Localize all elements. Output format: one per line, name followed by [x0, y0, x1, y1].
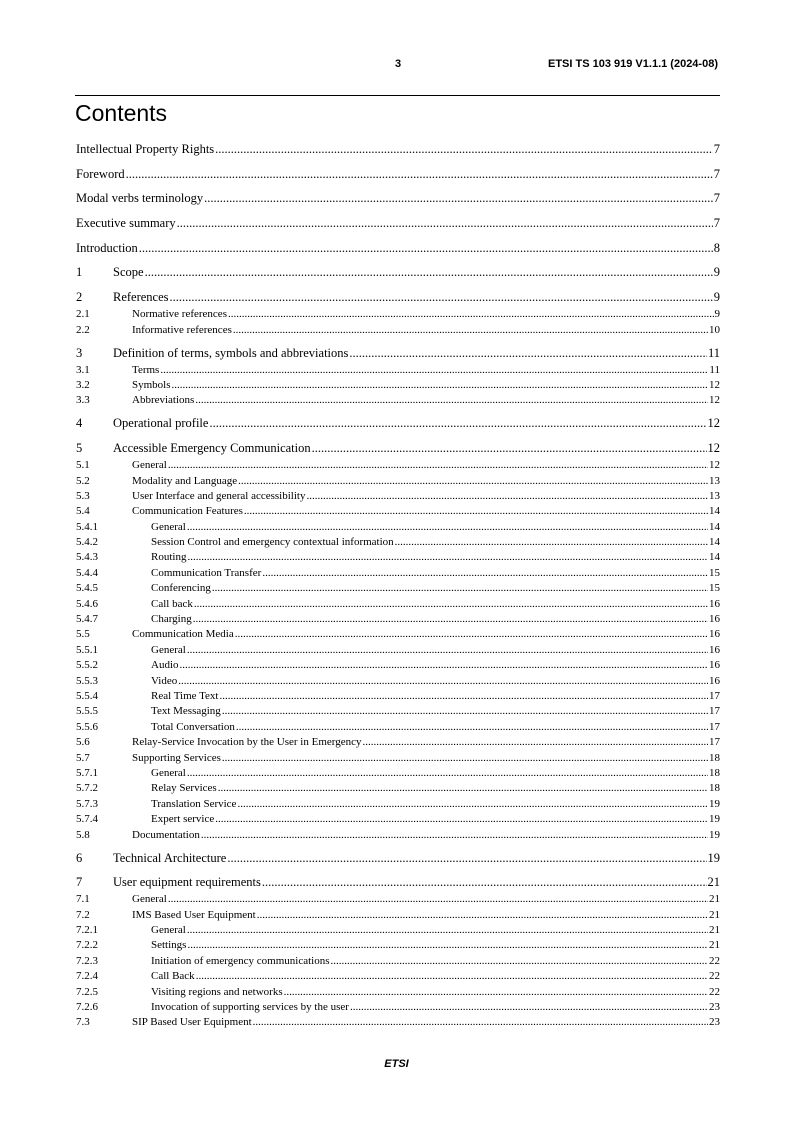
toc-entry-page: 23 [709, 1016, 720, 1029]
toc-entry-number: 5.8 [76, 828, 90, 841]
toc-entry[interactable] [76, 582, 720, 597]
toc-entry-label: User equipment requirements [113, 875, 261, 890]
toc-entry[interactable] [76, 441, 720, 459]
toc-entry-number: 5.4.5 [76, 582, 98, 595]
toc-entry-number: 2 [76, 290, 83, 305]
toc-dot-leader [187, 939, 708, 951]
toc-entry-label: General [151, 520, 186, 533]
toc-entry-page: 9 [713, 290, 720, 305]
toc-entry-label: SIP Based User Equipment [132, 1016, 252, 1029]
toc-entry-number: 7.2 [76, 908, 90, 921]
toc-entry[interactable] [76, 308, 720, 323]
toc-dot-leader [187, 551, 708, 563]
toc-entry-number: 2.1 [76, 308, 90, 321]
toc-entry-number: 5.7.2 [76, 782, 98, 795]
toc-entry-page: 17 [709, 690, 720, 702]
toc-dot-leader [227, 851, 706, 866]
toc-dot-leader [331, 955, 709, 967]
toc-entry-label: Real Time Text [151, 690, 219, 702]
toc-dot-leader [201, 829, 708, 841]
toc-entry-page: 18 [709, 782, 720, 795]
toc-entry-number: 5.4.3 [76, 551, 98, 564]
toc-entry-label: General [132, 459, 167, 472]
toc-entry-number: 5.4.7 [76, 613, 98, 626]
toc-entry-page: 22 [709, 954, 720, 967]
toc-dot-leader [187, 644, 708, 656]
toc-dot-leader [126, 167, 713, 182]
toc-entry-page: 15 [709, 566, 720, 579]
toc-entry-number: 5.7 [76, 751, 90, 764]
toc-entry-page: 9 [713, 265, 720, 280]
toc-entry-label: Modal verbs terminology [76, 191, 204, 206]
toc-dot-leader [193, 613, 708, 625]
toc-entry-number: 5.4 [76, 505, 90, 518]
toc-entry-page: 12 [707, 416, 720, 431]
toc-entry[interactable] [76, 505, 720, 520]
toc-entry-label: Communication Media [132, 628, 234, 641]
toc-entry[interactable] [76, 1016, 720, 1031]
toc-entry-number: 5.7.4 [76, 813, 98, 826]
toc-dot-leader [262, 567, 708, 579]
toc-entry-label: Documentation [132, 828, 200, 841]
toc-entry-label: Relay Services [151, 782, 217, 795]
toc-entry-label: Visiting regions and networks [151, 985, 283, 998]
toc-entry-page: 16 [709, 597, 720, 610]
toc-entry[interactable] [76, 598, 720, 613]
toc-entry-number: 7.2.2 [76, 939, 98, 952]
toc-entry[interactable] [76, 644, 720, 659]
toc-entry-number: 5.5 [76, 628, 90, 641]
toc-entry[interactable] [76, 909, 720, 924]
toc-entry-page: 7 [713, 216, 720, 231]
toc-entry[interactable] [76, 939, 720, 954]
toc-entry[interactable] [76, 490, 720, 505]
toc-entry[interactable] [76, 290, 720, 308]
toc-entry-number: 7.2.6 [76, 1001, 98, 1014]
toc-entry-page: 19 [709, 828, 720, 841]
toc-entry-number: 5.5.1 [76, 643, 98, 656]
toc-entry[interactable] [76, 142, 720, 160]
toc-dot-leader [244, 505, 708, 517]
toc-entry-label: Initiation of emergency communications [151, 954, 330, 967]
toc-dot-leader [180, 659, 709, 671]
toc-entry-page: 21 [709, 939, 720, 952]
toc-dot-leader [139, 241, 713, 256]
toc-dot-leader [349, 346, 707, 361]
toc-entry-page: 9 [714, 308, 720, 321]
toc-entry-label: Settings [151, 939, 187, 952]
toc-entry-number: 7.1 [76, 893, 90, 906]
toc-entry-label: References [113, 290, 169, 305]
toc-dot-leader [172, 379, 708, 391]
toc-dot-leader [212, 582, 708, 594]
toc-entry[interactable] [76, 364, 720, 379]
toc-entry-number: 4 [76, 416, 83, 431]
toc-dot-leader [235, 628, 708, 640]
toc-entry[interactable] [76, 521, 720, 536]
toc-entry-label: Audio [151, 659, 179, 672]
toc-entry[interactable] [76, 851, 720, 869]
toc-dot-leader [195, 394, 708, 406]
toc-entry-label: Communication Transfer [151, 566, 262, 579]
toc-entry[interactable] [76, 736, 720, 751]
toc-entry-label: Abbreviations [132, 394, 195, 407]
toc-entry-label: Modality and Language [132, 474, 238, 487]
toc-entry[interactable] [76, 721, 720, 736]
page-title: Contents [75, 100, 168, 126]
toc-dot-leader [215, 813, 708, 825]
toc-entry[interactable] [76, 970, 720, 985]
toc-entry-label: User Interface and general accessibility [132, 489, 306, 502]
toc-entry-page: 8 [713, 240, 720, 255]
toc-entry[interactable] [76, 567, 720, 582]
toc-entry[interactable] [76, 379, 720, 394]
toc-entry-number: 6 [76, 850, 83, 865]
toc-entry-label: General [151, 766, 186, 779]
toc-entry-label: Introduction [76, 240, 138, 255]
toc-dot-leader [233, 324, 708, 336]
toc-entry-page: 12 [709, 394, 720, 407]
toc-entry-number: 5 [76, 441, 83, 456]
toc-entry-page: 21 [709, 893, 720, 906]
toc-dot-leader [312, 441, 707, 456]
toc-entry-page: 22 [709, 985, 720, 998]
toc-entry-label: Intellectual Property Rights [76, 142, 215, 156]
toc-entry-number: 5.5.2 [76, 659, 98, 672]
footer-publisher: ETSI [384, 1058, 409, 1070]
toc-entry[interactable] [76, 690, 720, 705]
toc-entry-page: 7 [713, 142, 720, 156]
toc-entry-number: 5.7.3 [76, 797, 98, 810]
toc-entry-number: 7.2.5 [76, 985, 98, 998]
toc-entry-page: 19 [709, 813, 720, 826]
toc-dot-leader [168, 459, 708, 471]
toc-entry-label: Invocation of supporting services by the user [151, 1001, 349, 1014]
toc-entry-page: 10 [709, 323, 720, 336]
toc-dot-leader [145, 265, 713, 280]
toc-entry-label: General [151, 924, 186, 937]
toc-entry-number: 1 [76, 265, 83, 280]
toc-entry[interactable] [76, 798, 720, 813]
toc-entry-number: 5.4.4 [76, 566, 98, 579]
toc-dot-leader [177, 216, 713, 231]
toc-entry[interactable] [76, 813, 720, 828]
toc-entry[interactable] [76, 1001, 720, 1016]
toc-entry[interactable] [76, 416, 720, 434]
toc-entry[interactable] [76, 893, 720, 908]
toc-dot-leader [168, 893, 708, 905]
toc-dot-leader [219, 690, 708, 702]
toc-entry-label: Translation Service [151, 797, 237, 810]
toc-entry-page: 16 [709, 659, 720, 672]
toc-entry-label: Accessible Emergency Communication [113, 441, 311, 456]
toc-entry-page: 14 [709, 536, 720, 549]
toc-entry-page: 18 [709, 751, 720, 764]
toc-entry-number: 5.2 [76, 474, 90, 487]
toc-dot-leader [187, 924, 708, 936]
toc-dot-leader [253, 1016, 708, 1028]
toc-entry-number: 7.3 [76, 1016, 90, 1029]
toc-entry[interactable] [76, 394, 720, 409]
toc-entry-label: Conferencing [151, 582, 211, 595]
toc-entry-page: 13 [709, 489, 720, 502]
toc-dot-leader [257, 909, 708, 921]
toc-entry[interactable] [76, 705, 720, 720]
toc-entry-label: Call back [151, 597, 193, 610]
toc-entry[interactable] [76, 191, 720, 209]
toc-dot-leader [350, 1001, 708, 1013]
toc-entry-page: 21 [707, 875, 720, 890]
toc-entry-label: Operational profile [113, 416, 209, 431]
toc-entry-page: 17 [709, 705, 720, 718]
toc-dot-leader [170, 290, 713, 305]
toc-entry-label: Technical Architecture [113, 850, 227, 865]
toc-entry-number: 5.1 [76, 459, 90, 472]
toc-entry[interactable] [76, 459, 720, 474]
toc-entry-label: Normative references [132, 308, 227, 321]
toc-entry-page: 11 [709, 363, 720, 376]
toc-entry[interactable] [76, 924, 720, 939]
toc-entry-number: 7.2.1 [76, 924, 98, 937]
toc-entry-number: 2.2 [76, 323, 90, 336]
toc-entry-page: 14 [709, 551, 720, 564]
toc-entry-page: 23 [709, 1001, 720, 1014]
toc-entry-number: 5.6 [76, 736, 90, 749]
toc-entry-label: Symbols [132, 378, 171, 391]
toc-entry-number: 5.3 [76, 489, 90, 502]
toc-entry-page: 12 [709, 459, 720, 472]
toc-entry-number: 5.4.1 [76, 520, 98, 533]
toc-dot-leader [194, 598, 708, 610]
toc-entry[interactable] [76, 265, 720, 283]
toc-entry-page: 17 [709, 736, 720, 749]
toc-entry-label: IMS Based User Equipment [132, 908, 256, 921]
toc-entry-page: 17 [709, 720, 720, 733]
toc-entry-label: Definition of terms, symbols and abbreviations [113, 345, 349, 360]
toc-entry-label: Charging [151, 613, 192, 626]
header-document-id: ETSI TS 103 919 V1.1.1 (2024-08) [548, 58, 718, 70]
toc-entry-label: Total Conversation [151, 720, 235, 733]
toc-dot-leader [160, 364, 708, 376]
toc-entry-number: 7.2.4 [76, 970, 98, 983]
toc-dot-leader [236, 721, 708, 733]
toc-entry[interactable] [76, 767, 720, 782]
toc-entry-label: General [151, 643, 186, 656]
toc-entry[interactable] [76, 324, 720, 339]
toc-entry[interactable] [76, 659, 720, 674]
toc-entry-page: 22 [709, 970, 720, 983]
toc-entry-label: Routing [151, 551, 187, 564]
toc-entry-label: Scope [113, 265, 144, 280]
toc-entry[interactable] [76, 675, 720, 690]
toc-entry-label: Video [151, 674, 178, 687]
toc-entry-page: 15 [709, 582, 720, 595]
toc-entry-page: 16 [709, 643, 720, 656]
toc-entry-number: 3 [76, 345, 83, 360]
toc-entry-page: 7 [713, 166, 720, 181]
toc-dot-leader [284, 986, 708, 998]
toc-entry-number: 5.4.6 [76, 597, 98, 610]
toc-entry-number: 5.4.2 [76, 536, 98, 549]
toc-entry-number: 7 [76, 875, 83, 890]
toc-entry-page: 18 [709, 766, 720, 779]
toc-entry[interactable] [76, 829, 720, 844]
toc-entry-number: 3.3 [76, 394, 90, 407]
toc-entry[interactable] [76, 167, 720, 185]
toc-entry-label: Text Messaging [151, 705, 221, 718]
toc-entry-label: Communication Features [132, 505, 243, 518]
toc-entry-number: 7.2.3 [76, 954, 98, 967]
toc-entry-page: 12 [707, 441, 720, 456]
toc-dot-leader [187, 521, 708, 533]
toc-entry[interactable] [76, 475, 720, 490]
toc-entry-number: 5.5.3 [76, 674, 98, 687]
toc-entry[interactable] [76, 752, 720, 767]
toc-entry-page: 16 [709, 674, 720, 687]
toc-entry[interactable] [76, 955, 720, 970]
toc-entry-number: 5.5.5 [76, 705, 98, 718]
toc-entry-page: 16 [709, 628, 720, 641]
toc-entry-number: 5.7.1 [76, 766, 98, 779]
toc-entry[interactable] [76, 241, 720, 259]
toc-entry-number: 5.5.4 [76, 690, 98, 702]
toc-entry-page: 14 [709, 505, 720, 518]
toc-dot-leader [395, 536, 708, 548]
toc-dot-leader [363, 736, 709, 748]
toc-dot-leader [209, 416, 706, 431]
toc-dot-leader [187, 767, 708, 779]
toc-entry-label: Informative references [132, 323, 232, 336]
toc-entry[interactable] [76, 782, 720, 797]
toc-dot-leader [228, 308, 714, 320]
header-rule [75, 95, 720, 96]
toc-entry-label: Executive summary [76, 216, 176, 231]
toc-entry[interactable] [76, 875, 720, 893]
toc-entry-page: 21 [709, 924, 720, 937]
toc-entry-page: 21 [709, 908, 720, 921]
toc-entry[interactable] [76, 613, 720, 628]
toc-dot-leader [196, 970, 708, 982]
toc-entry-page: 11 [707, 345, 720, 360]
toc-dot-leader [178, 675, 708, 687]
toc-entry[interactable] [76, 216, 720, 234]
toc-entry-page: 12 [709, 378, 720, 391]
toc-dot-leader [218, 782, 708, 794]
toc-entry-page: 7 [713, 191, 720, 206]
toc-entry-page: 19 [709, 797, 720, 810]
toc-entry-page: 14 [709, 520, 720, 533]
header-page-number: 3 [394, 58, 402, 70]
toc-entry[interactable] [76, 986, 720, 1001]
toc-entry-label: Session Control and emergency contextual information [151, 536, 394, 549]
toc-entry[interactable] [76, 346, 720, 364]
toc-dot-leader [204, 191, 713, 206]
toc-entry-number: 5.5.6 [76, 720, 98, 733]
toc-entry-page: 19 [707, 850, 720, 865]
table-of-contents [76, 142, 720, 1032]
toc-entry-label: Relay-Service Invocation by the User in Emergency [132, 736, 362, 749]
toc-entry-label: Supporting Services [132, 751, 221, 764]
toc-entry-label: Foreword [76, 166, 125, 181]
toc-dot-leader [262, 875, 707, 890]
toc-entry-page: 13 [709, 474, 720, 487]
toc-entry-label: General [132, 893, 167, 906]
toc-dot-leader [238, 475, 708, 487]
toc-entry-number: 3.2 [76, 378, 90, 391]
toc-entry[interactable] [76, 628, 720, 643]
toc-dot-leader [237, 798, 708, 810]
toc-entry[interactable] [76, 551, 720, 566]
toc-dot-leader [222, 705, 708, 717]
toc-entry-label: Expert service [151, 813, 215, 826]
toc-dot-leader [215, 142, 713, 157]
toc-dot-leader [306, 490, 708, 502]
toc-entry-page: 16 [709, 613, 720, 626]
toc-entry-label: Terms [132, 363, 160, 376]
toc-entry-number: 3.1 [76, 363, 90, 376]
toc-entry[interactable] [76, 536, 720, 551]
toc-entry-label: Call Back [151, 970, 195, 983]
toc-dot-leader [222, 752, 708, 764]
